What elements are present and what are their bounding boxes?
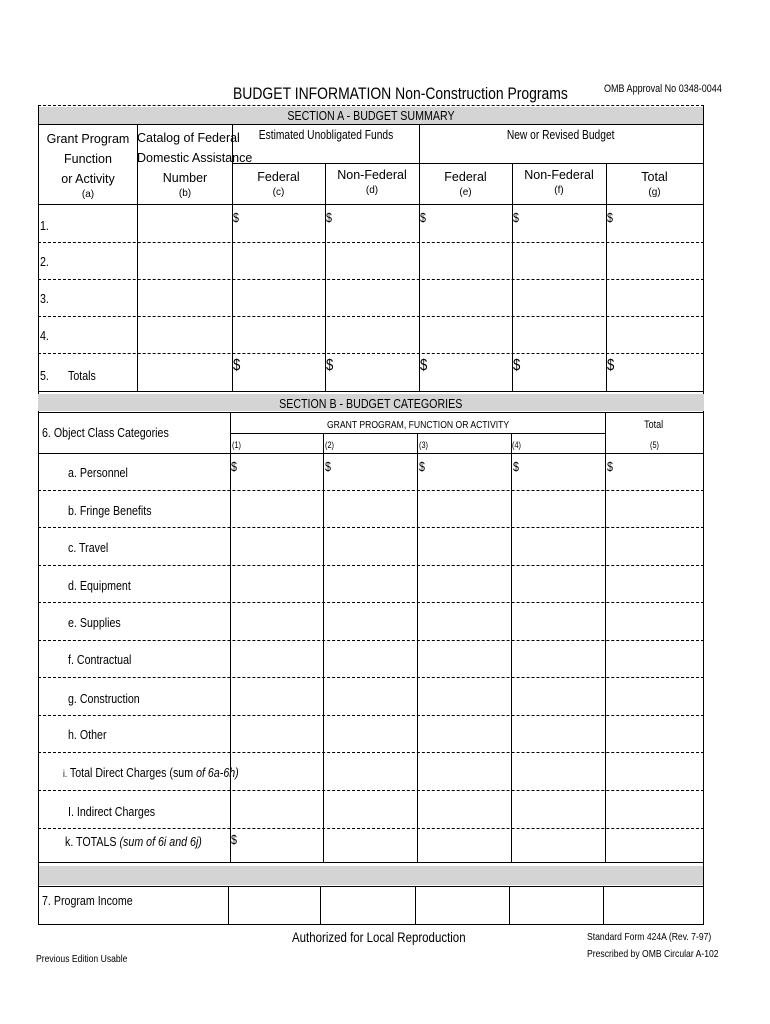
amount-cell[interactable]	[421, 205, 511, 241]
row-supplies: e. Supplies	[68, 615, 121, 630]
row-label-5: 5.	[40, 368, 49, 383]
amount-cell[interactable]	[607, 455, 702, 489]
dollar-sign: $	[607, 459, 613, 474]
amount-cell[interactable]	[234, 205, 324, 241]
amount-cell[interactable]	[514, 205, 605, 241]
total-header: Total	[644, 419, 664, 431]
header-estimated-unobligated: Estimated Unobligated Funds	[258, 128, 393, 142]
dollar-sign: $	[513, 459, 519, 474]
dollar-sign: $	[607, 210, 613, 225]
row-totals: k. TOTALS (sum of 6i and 6j)	[65, 834, 202, 849]
dollar-sign: $	[607, 357, 615, 374]
footer-form-number: Standard Form 424A (Rev. 7-97)	[587, 931, 712, 943]
program-income-band	[39, 866, 703, 885]
header-col-e: Federal (e)	[444, 170, 487, 198]
grant-program-header: GRANT PROGRAM, FUNCTION OR ACTIVITY	[326, 419, 510, 431]
amount-cell[interactable]	[419, 455, 510, 489]
program-income-cell[interactable]	[605, 888, 702, 923]
row-indirect-charges: I. Indirect Charges	[68, 804, 156, 819]
omb-approval-number: OMB Approval No 0348-0044	[604, 83, 722, 95]
footer-prescribed-by: Prescribed by OMB Circular A-102	[587, 948, 719, 960]
footer-previous-edition: Previous Edition Usable	[36, 953, 128, 965]
dollar-sign: $	[233, 210, 239, 225]
dollar-sign: $	[513, 357, 521, 374]
amount-cell[interactable]	[327, 205, 418, 241]
form-title: BUDGET INFORMATION Non-Construction Programs	[233, 84, 568, 103]
col-1-label: (1)	[232, 440, 242, 450]
section-b-title: SECTION B - BUDGET CATEGORIES	[279, 396, 463, 411]
row-contractual: f. Contractual	[68, 652, 132, 667]
row-label-totals: Totals	[68, 368, 96, 383]
catalog-number-cell[interactable]	[139, 205, 231, 241]
header-catalog-number: Catalog of Federal Domestic Assistance Number (b)	[137, 131, 253, 199]
row-label-3: 3.	[40, 291, 49, 306]
program-income-cell[interactable]	[230, 888, 318, 923]
row-equipment: d. Equipment	[68, 578, 131, 593]
row-label-2: 2.	[40, 254, 49, 269]
dollar-sign: $	[420, 357, 428, 374]
col-5-label: (5)	[649, 440, 659, 450]
row-total-direct: i. Total Direct Charges (sum of 6a-6h)	[63, 765, 239, 780]
row-label-4: 4.	[40, 328, 49, 343]
header-col-d: Non-Federal (d)	[337, 168, 407, 196]
dollar-sign: $	[231, 832, 237, 847]
dollar-sign: $	[231, 459, 237, 474]
header-grant-program: Grant Program Function or Activity (a)	[46, 132, 130, 200]
dollar-sign: $	[419, 459, 425, 474]
col-3-label: (3)	[419, 440, 429, 450]
amount-cell[interactable]	[608, 205, 702, 241]
dollar-sign: $	[325, 459, 331, 474]
dollar-sign: $	[420, 210, 426, 225]
header-col-g: Total (g)	[641, 170, 668, 198]
header-new-or-revised: New or Revised Budget	[507, 128, 615, 142]
col-4-label: (4)	[512, 440, 522, 450]
amount-cell[interactable]	[513, 455, 604, 489]
amount-cell[interactable]	[325, 455, 416, 489]
header-col-f: Non-Federal (f)	[524, 168, 594, 196]
section-a-title: SECTION A - BUDGET SUMMARY	[287, 108, 455, 123]
footer-authorized: Authorized for Local Reproduction	[292, 929, 466, 945]
row-fringe-benefits: b. Fringe Benefits	[68, 503, 152, 518]
row-label-1: 1.	[40, 218, 49, 233]
object-class-header: 6. Object Class Categories	[42, 425, 169, 440]
dollar-sign: $	[326, 357, 334, 374]
row-personnel: a. Personnel	[68, 465, 128, 480]
header-col-c: Federal (c)	[257, 170, 300, 198]
dollar-sign: $	[326, 210, 332, 225]
amount-cell[interactable]	[232, 455, 322, 489]
dollar-sign: $	[513, 210, 519, 225]
dollar-sign: $	[233, 357, 241, 374]
row-construction: g. Construction	[68, 691, 140, 706]
row-other: h. Other	[68, 727, 107, 742]
program-income-cell[interactable]	[322, 888, 414, 923]
col-2-label: (2)	[325, 440, 335, 450]
program-income-cell[interactable]	[511, 888, 602, 923]
program-income-label: 7. Program Income	[42, 893, 133, 908]
program-income-cell[interactable]	[417, 888, 508, 923]
row-travel: c. Travel	[68, 540, 109, 555]
